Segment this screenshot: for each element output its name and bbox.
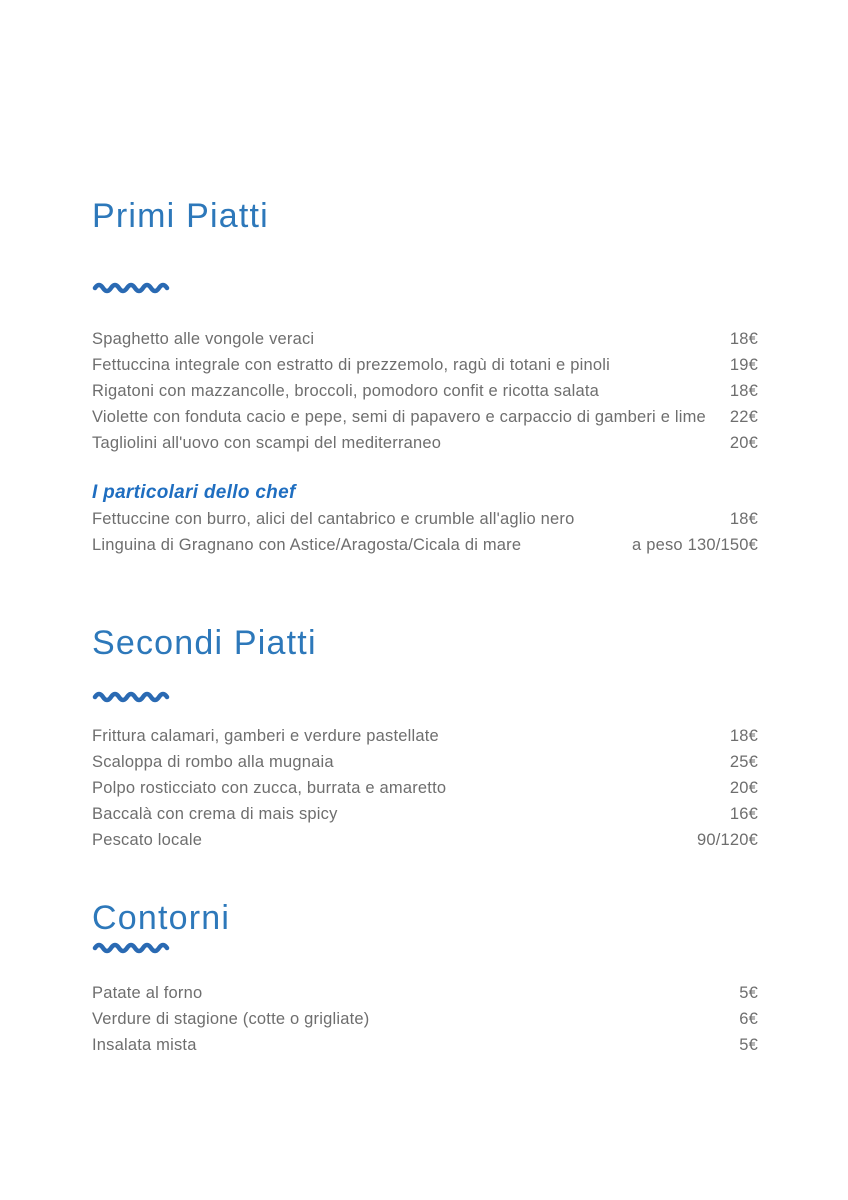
dish-name: Verdure di stagione (cotte o grigliate) bbox=[92, 1010, 370, 1028]
dish-price: 18€ bbox=[729, 330, 758, 348]
dish-price: 90/120€ bbox=[696, 831, 758, 849]
menu-item bbox=[92, 326, 758, 352]
menu-item bbox=[92, 506, 758, 532]
dish-name: Spaghetto alle vongole veraci bbox=[92, 330, 315, 348]
dish-name: Frittura calamari, gamberi e verdure pastellate bbox=[92, 727, 439, 745]
menu-item bbox=[92, 532, 758, 558]
wave-divider-icon bbox=[92, 941, 170, 955]
menu-item bbox=[92, 980, 758, 1006]
section-primi-piatti bbox=[92, 196, 758, 558]
dish-price: 25€ bbox=[729, 753, 758, 771]
menu-item bbox=[92, 378, 758, 404]
section-title-primi-piatti: Primi Piatti bbox=[92, 197, 269, 235]
dish-name: Rigatoni con mazzancolle, broccoli, pomodoro confit e ricotta salata bbox=[92, 382, 600, 400]
wave-divider-icon bbox=[92, 281, 170, 295]
menu-item bbox=[92, 404, 758, 430]
dish-price: 18€ bbox=[729, 727, 758, 745]
dish-price: 18€ bbox=[729, 382, 758, 400]
dish-name: Tagliolini all'uovo con scampi del mediterraneo bbox=[92, 434, 442, 452]
menu-item bbox=[92, 801, 758, 827]
menu-item bbox=[92, 723, 758, 749]
wave-divider-icon bbox=[92, 690, 170, 704]
dish-name: Fettuccine con burro, alici del cantabrico e crumble all'aglio nero bbox=[92, 510, 575, 528]
menu-item bbox=[92, 352, 758, 378]
section-secondi-piatti bbox=[92, 623, 758, 853]
dish-name: Violette con fonduta cacio e pepe, semi di papavero e carpaccio di gamberi e lime bbox=[92, 408, 706, 426]
menu-item bbox=[92, 1006, 758, 1032]
dish-price: 20€ bbox=[729, 779, 758, 797]
dish-name: Scaloppa di rombo alla mugnaia bbox=[92, 753, 334, 771]
dish-price: 5€ bbox=[739, 1036, 758, 1054]
menu-item bbox=[92, 749, 758, 775]
section-contorni bbox=[92, 898, 758, 1058]
menu-item bbox=[92, 775, 758, 801]
dish-price: a peso 130/150€ bbox=[632, 536, 758, 554]
dish-name: Patate al forno bbox=[92, 984, 203, 1002]
dish-name: Fettuccina integrale con estratto di prezzemolo, ragù di totani e pinoli bbox=[92, 356, 610, 374]
dish-name: Linguina di Gragnano con Astice/Aragosta/Cicala di mare bbox=[92, 536, 522, 554]
dish-name: Pescato locale bbox=[92, 831, 203, 849]
dish-price: 6€ bbox=[739, 1010, 758, 1028]
dish-price: 18€ bbox=[729, 510, 758, 528]
menu-item bbox=[92, 430, 758, 456]
dish-price: 22€ bbox=[729, 408, 758, 426]
chef-specials-title: I particolari dello chef bbox=[92, 482, 296, 503]
menu-list-contorni bbox=[92, 980, 758, 1058]
menu-list-chef-specials bbox=[92, 506, 758, 558]
dish-price: 20€ bbox=[729, 434, 758, 452]
menu-list-secondi bbox=[92, 723, 758, 853]
dish-price: 16€ bbox=[729, 805, 758, 823]
dish-price: 5€ bbox=[739, 984, 758, 1002]
dish-name: Polpo rosticciato con zucca, burrata e amaretto bbox=[92, 779, 447, 797]
section-title-secondi-piatti: Secondi Piatti bbox=[92, 624, 317, 662]
menu-list-primi bbox=[92, 326, 758, 456]
dish-price: 19€ bbox=[729, 356, 758, 374]
section-title-contorni: Contorni bbox=[92, 899, 231, 937]
dish-name: Baccalà con crema di mais spicy bbox=[92, 805, 338, 823]
dish-name: Insalata mista bbox=[92, 1036, 197, 1054]
menu-item bbox=[92, 827, 758, 853]
menu-item bbox=[92, 1032, 758, 1058]
